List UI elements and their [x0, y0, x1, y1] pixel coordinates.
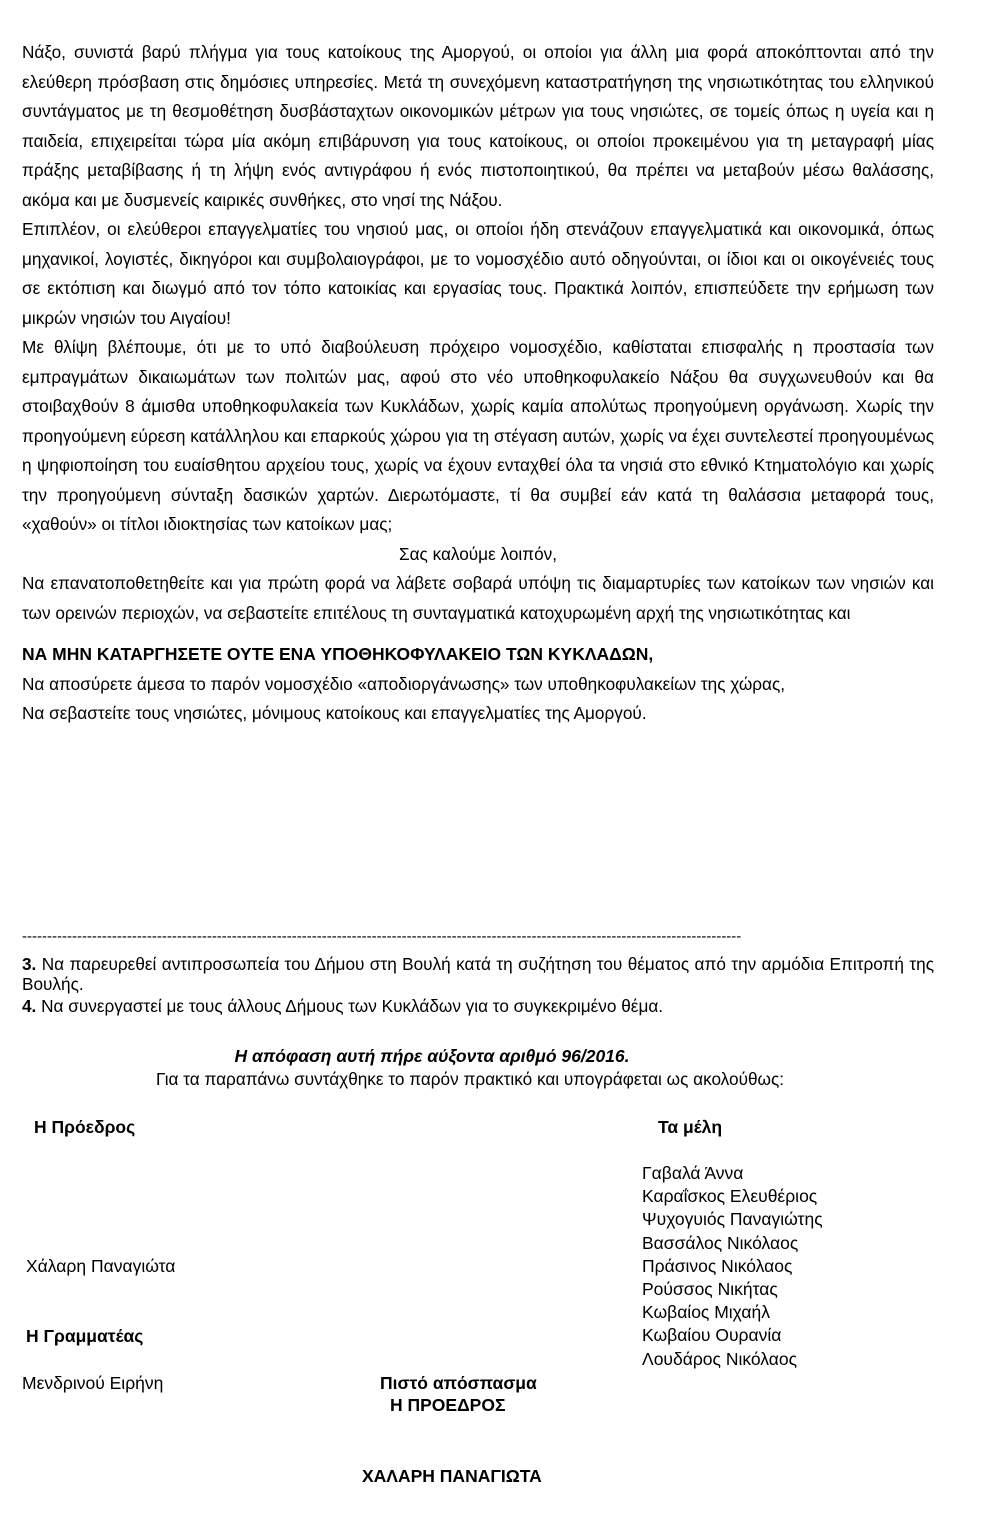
- body-text: [22, 38, 934, 729]
- decision-number: Η απόφαση αυτή πήρε αύξοντα αριθμό 96/2016.: [234, 1046, 630, 1066]
- president-title: Η Πρόεδρος: [34, 1117, 136, 1137]
- item-text: Να παρευρεθεί αντιπροσωπεία του Δήμου στη Βουλή κατά τη συζήτηση του θέματος από την αρμόδια Επιτροπή της Βουλής.: [22, 954, 934, 994]
- member-name: Βασσάλος Νικόλαος: [642, 1232, 799, 1253]
- call-line: Σας καλούμε λοιπόν,: [398, 543, 558, 564]
- member-name: Λουδάρος Νικόλαος: [642, 1348, 798, 1369]
- true-copy-label: Πιστό απόσπασμα: [380, 1373, 537, 1393]
- item-number: 3.: [22, 954, 37, 974]
- true-copy-role: Η ΠΡΟΕΔΡΟΣ: [390, 1395, 506, 1415]
- paragraph: Νάξο, συνιστά βαρύ πλήγμα για τους κατοίκους της Αμοργού, οι οποίοι για άλλη μια φορά αποκόπτονται από την ελεύθερη πρόσβαση στις δημόσιες υπηρεσίες. Μετά τη συνεχόμενη καταστρατήγηση της νησιωτικότητας του ελληνικού συντάγματος με τη θεσμοθέτηση δυσβάσταχτων οικονομικών μέτρων για τους νησιώτες, σε τομείς όπως η υγεία και η παιδεία, επιχειρείται τώρα μία ακόμη επιβάρυνση για τους κατοίκους, οι οποίοι προκειμένου για τη μεταγραφή μίας πράξης μεταβίβασης ή τη λήψη ενός αντιγράφου ή ενός πιστοποιητικού, θα πρέπει να μεταβούν μέσω θαλάσσης, ακόμα και με δυσμενείς καιρικές συνθήκες, στο νησί της Νάξου.: [22, 42, 934, 210]
- item-text: Να συνεργαστεί με τους άλλους Δήμους των Κυκλάδων για το συγκεκριμένο θέμα.: [41, 996, 664, 1016]
- list-item: [22, 996, 934, 1016]
- secretary-title: Η Γραμματέας: [26, 1326, 144, 1346]
- member-name: Ψυχογυιός Παναγιώτης: [642, 1209, 823, 1230]
- request-line: Να αποσύρετε άμεσα το παρόν νομοσχέδιο «αποδιοργάνωσης» των υποθηκοφυλακείων της χώρας,: [22, 673, 786, 694]
- member-name: Γαβαλά Άννα: [642, 1163, 744, 1183]
- member-name: Ρούσσος Νικήτας: [642, 1279, 778, 1300]
- paragraph: Με θλίψη βλέπουμε, ότι με το υπό διαβούλευση πρόχειρο νομοσχέδιο, καθίσταται επισφαλής η προστασία των εμπραγμάτων δικαιωμάτων των πολιτών μας, αφού στο νέο υποθηκοφυλακείο Νάξου θα συγχωνευθούν και θα στοιβαχθούν 8 άμισθα υποθηκοφυλακεία των Κυκλάδων, χωρίς καμία απολύτως προηγούμενη οργάνωση. Χωρίς την προηγούμενη εύρεση κατάλληλου και επαρκούς χώρου για τη στέγαση αυτών, χωρίς να έχει συντελεστεί προηγουμένως η ψηφιοποίηση του ευαίσθητου αρχείου τους, χωρίς να έχουν ενταχθεί όλα τα νησιά στο εθνικό Κτηματολόγιο και χωρίς την προηγούμενη σύνταξη δασικών χαρτών. Διερωτόμαστε, τί θα συμβεί εάν κατά τη θαλάσσια μεταφορά τους, «χαθούν» οι τίτλοι ιδιοκτησίας των κατοίκων μας;: [22, 337, 934, 534]
- drafted-line: Για τα παραπάνω συντάχθηκε το παρόν πρακτικό και υπογράφεται ως ακολούθως:: [155, 1069, 785, 1089]
- call-paragraph: Να επανατοποθετηθείτε και για πρώτη φορά να λάβετε σοβαρά υπόψη τις διαμαρτυρίες των κατοίκων των νησιών και των ορεινών περιοχών, να σεβαστείτε επιτέλους τη συνταγματικά κατοχυρωμένη αρχή της νησιωτικότητας και: [22, 573, 934, 623]
- president-name: Χάλαρη Παναγιώτα: [26, 1256, 176, 1276]
- member-name: Πράσινος Νικόλαος: [642, 1255, 793, 1276]
- member-name: Καραΐσκος Ελευθέριος: [642, 1186, 818, 1207]
- members-list: [642, 1162, 823, 1371]
- numbered-items: [22, 954, 934, 1016]
- paragraph: Επιπλέον, οι ελεύθεροι επαγγελματίες του νησιού μας, οι οποίοι ήδη στενάζουν επαγγελματικά και οικονομικά, όπως μηχανικοί, λογιστές, δικηγόροι και συμβολαιογράφοι, με το νομοσχέδιο αυτό οδηγούνται, οι ίδιοι και οι οικογένειές τους σε εκτόπιση και διωγμό από τον τόπο κατοικίας και εργασίας τους. Πρακτικά λοιπόν, επισπεύδετε την ερήμωση των μικρών νησιών του Αιγαίου!: [22, 219, 934, 328]
- caps-heading: ΝΑ ΜΗΝ ΚΑΤΑΡΓΗΣΕΤΕ ΟΥΤΕ ΕΝΑ ΥΠΟΘΗΚΟΦΥΛΑΚΕΙΟ ΤΩΝ ΚΥΚΛΑΔΩΝ,: [22, 644, 654, 664]
- members-title: Τα μέλη: [658, 1117, 723, 1137]
- list-item: [22, 954, 934, 994]
- separator-line: ------------------------------------------------------------------------------------------------------------------------------------------------: [22, 928, 742, 945]
- member-name: Κωβαίος Μιχαήλ: [642, 1302, 771, 1323]
- member-name: Κωβαίου Ουρανία: [642, 1325, 782, 1346]
- secretary-name: Μενδρινού Ειρήνη: [22, 1373, 164, 1393]
- item-number: 4.: [22, 996, 37, 1016]
- request-line: Να σεβαστείτε τους νησιώτες, μόνιμους κατοίκους και επαγγελματίες της Αμοργού.: [22, 703, 647, 723]
- true-copy-name: ΧΑΛΑΡΗ ΠΑΝΑΓΙΩΤΑ: [362, 1466, 542, 1486]
